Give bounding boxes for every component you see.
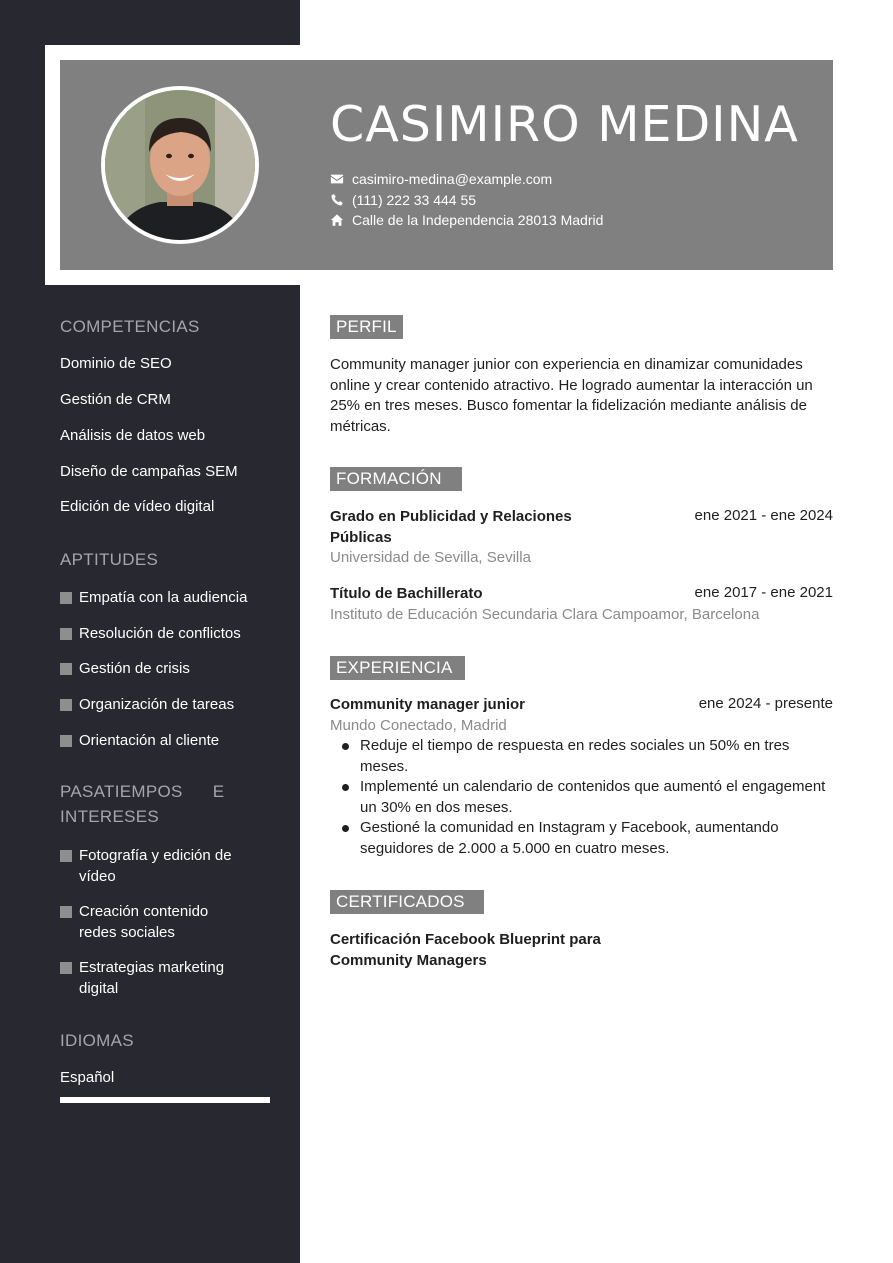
section-title-certificados: CERTIFICADOS bbox=[330, 890, 484, 914]
language-level-bar bbox=[60, 1097, 270, 1103]
aptitude-item: Gestión de crisis bbox=[79, 660, 190, 677]
job-role: Community manager junior bbox=[330, 696, 526, 713]
education-degree: Grado en Publicidad y Relaciones Públicas bbox=[330, 508, 572, 546]
section-title-pasatiempos: PASATIEMPOS E bbox=[60, 782, 225, 801]
achievement-item: Reduje el tiempo de respuesta en redes sociales un 50% en tres meses. bbox=[330, 736, 833, 777]
education-school: Universidad de Sevilla, Sevilla bbox=[330, 549, 531, 566]
square-bullet-icon bbox=[60, 663, 72, 675]
aptitude-item: Orientación al cliente bbox=[79, 732, 220, 749]
hobby-item: Creación contenido redes sociales bbox=[79, 903, 209, 941]
aptitude-item: Resolución de conflictos bbox=[79, 625, 241, 642]
candidate-name: CASIMIRO MEDINA bbox=[330, 96, 799, 153]
square-bullet-icon bbox=[60, 592, 72, 604]
skill-item: Diseño de campañas SEM bbox=[60, 463, 238, 480]
job-dates: ene 2024 - presente bbox=[698, 695, 833, 712]
job-company: Mundo Conectado, Madrid bbox=[330, 717, 507, 734]
section-title-idiomas: IDIOMAS bbox=[60, 1031, 134, 1050]
address-text: Calle de la Independencia 28013 Madrid bbox=[352, 212, 604, 228]
square-bullet-icon bbox=[60, 906, 72, 918]
certificate-item: Certificación Facebook Blueprint para Community Managers bbox=[330, 931, 601, 969]
contact-phone bbox=[330, 192, 476, 208]
hobby-item: Fotografía y edición de vídeo bbox=[79, 847, 232, 885]
education-degree: Título de Bachillerato bbox=[330, 585, 483, 602]
phone-text: (111) 222 33 444 55 bbox=[352, 192, 477, 208]
achievement-item: Implementé un calendario de contenidos que aumentó el engagement un 30% en dos meses. bbox=[330, 777, 833, 818]
profile-photo bbox=[101, 86, 259, 244]
skill-item: Análisis de datos web bbox=[60, 427, 206, 444]
profile-summary: Community manager junior con experiencia en dinamizar comunidades online y crear contenido atractivo. He logrado aumentar la interacción un 25% en tres meses. Busco fomentar la fidelización mediante análisis de métricas. bbox=[330, 356, 813, 435]
education-dates: ene 2021 - ene 2024 bbox=[694, 507, 833, 524]
square-bullet-icon bbox=[60, 735, 72, 747]
portrait-illustration bbox=[105, 90, 255, 240]
skill-item: Dominio de SEO bbox=[60, 355, 172, 372]
phone-icon bbox=[330, 193, 344, 207]
square-bullet-icon bbox=[60, 962, 72, 974]
home-icon bbox=[330, 213, 344, 227]
section-title-aptitudes: APTITUDES bbox=[60, 550, 159, 569]
education-dates: ene 2017 - ene 2021 bbox=[694, 584, 833, 601]
square-bullet-icon bbox=[60, 628, 72, 640]
section-title-experiencia: EXPERIENCIA bbox=[330, 656, 465, 680]
contact-address bbox=[330, 212, 603, 228]
section-title-competencias: COMPETENCIAS bbox=[60, 317, 200, 336]
contact-email bbox=[330, 171, 552, 187]
aptitude-item: Empatía con la audiencia bbox=[79, 589, 248, 606]
section-title-perfil: PERFIL bbox=[330, 315, 403, 339]
education-school: Instituto de Educación Secundaria Clara Campoamor, Barcelona bbox=[330, 606, 760, 623]
section-title-intereses: INTERESES bbox=[60, 807, 160, 826]
aptitude-item: Organización de tareas bbox=[79, 696, 235, 713]
job-achievements-list bbox=[330, 736, 833, 859]
skill-item: Edición de vídeo digital bbox=[60, 498, 215, 515]
hobby-item: Estrategias marketing digital bbox=[79, 959, 225, 997]
email-icon bbox=[330, 172, 344, 186]
square-bullet-icon bbox=[60, 699, 72, 711]
square-bullet-icon bbox=[60, 850, 72, 862]
email-text: casimiro-medina@example.com bbox=[352, 171, 553, 187]
section-title-formacion: FORMACIÓN bbox=[330, 467, 462, 491]
achievement-item: Gestioné la comunidad en Instagram y Facebook, aumentando seguidores de 2.000 a 5.000 en cuatro meses. bbox=[330, 818, 833, 859]
language-item: Español bbox=[60, 1069, 115, 1086]
skill-item: Gestión de CRM bbox=[60, 391, 171, 408]
